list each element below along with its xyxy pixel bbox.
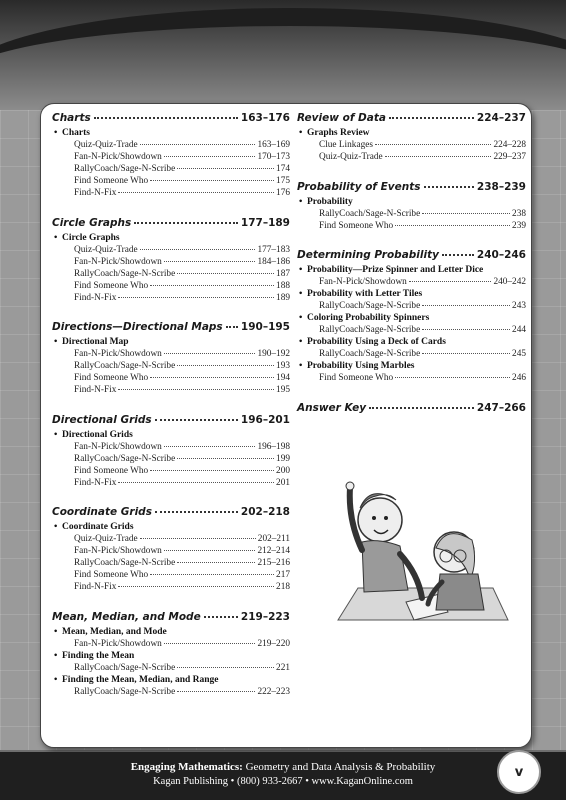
- activity-label: RallyCoach/Sage-N-Scribe: [74, 686, 176, 697]
- dot-leader: [118, 586, 274, 587]
- activity-label: RallyCoach/Sage-N-Scribe: [74, 662, 176, 673]
- dot-leader: [118, 482, 274, 483]
- activity-entry[interactable]: [52, 151, 290, 163]
- activity-pages: 200: [276, 465, 290, 476]
- activity-entry[interactable]: [52, 533, 290, 545]
- section-title: Directional Grids: [52, 413, 152, 426]
- activity-label: RallyCoach/Sage-N-Scribe: [74, 268, 176, 279]
- dot-leader: [409, 281, 492, 282]
- activity-pages: 196–198: [257, 441, 290, 452]
- activity-label: Find-N-Fix: [74, 188, 117, 198]
- activity-pages: 218: [276, 582, 290, 592]
- activity-pages: 215–216: [257, 558, 290, 568]
- dot-leader: [422, 305, 510, 306]
- activity-label: Find-N-Fix: [74, 385, 117, 395]
- activity-label: Fan-N-Pick/Showdown: [74, 256, 162, 267]
- section-pages: 224–237: [476, 112, 526, 124]
- footer-book-subtitle: Geometry and Data Analysis & Probability: [242, 761, 436, 773]
- activity-entry[interactable]: [297, 208, 526, 220]
- contents-section: [297, 112, 526, 163]
- dot-leader: [395, 225, 510, 226]
- section-heading[interactable]: [52, 321, 290, 336]
- activity-label: Fan-N-Pick/Showdown: [74, 349, 162, 359]
- activity-pages: 222–223: [257, 686, 290, 697]
- activity-label: Find-N-Fix: [74, 292, 117, 303]
- dot-leader: [164, 261, 256, 262]
- dot-leader: [140, 144, 256, 145]
- dot-leader: [422, 353, 510, 354]
- section-heading[interactable]: [297, 112, 526, 127]
- section-title: Mean, Median, and Mode: [52, 610, 201, 623]
- activity-label: Quiz-Quiz-Trade: [74, 244, 138, 255]
- activity-label: Fan-N-Pick/Showdown: [74, 441, 162, 452]
- activity-label: RallyCoach/Sage-N-Scribe: [74, 453, 176, 464]
- dot-leader: [177, 691, 255, 692]
- activity-pages: 243: [512, 301, 526, 311]
- activity-entry[interactable]: [52, 187, 290, 199]
- activity-entry[interactable]: [52, 686, 290, 698]
- dot-leader: [422, 213, 510, 214]
- activity-label: Quiz-Quiz-Trade: [319, 152, 383, 162]
- subtopic-heading: • Charts: [52, 127, 290, 139]
- dot-leader: [204, 616, 238, 618]
- activity-label: Fan-N-Pick/Showdown: [74, 638, 162, 649]
- contents-section: [297, 181, 526, 232]
- footer-book-name: Engaging Mathematics:: [130, 761, 243, 773]
- activity-label: RallyCoach/Sage-N-Scribe: [74, 361, 176, 371]
- activity-label: Find Someone Who: [74, 280, 149, 291]
- dot-leader: [150, 377, 274, 378]
- activity-pages: 189: [276, 292, 290, 303]
- dot-leader: [155, 511, 238, 513]
- subtopic-heading: • Mean, Median, and Mode: [52, 626, 290, 638]
- subtopic-heading: • Finding the Mean: [52, 650, 290, 662]
- section-pages: 163–176: [240, 112, 290, 124]
- activity-entry[interactable]: [52, 465, 290, 477]
- activity-pages: 239: [512, 220, 526, 231]
- activity-label: Find Someone Who: [74, 176, 149, 186]
- activity-entry[interactable]: [52, 545, 290, 557]
- activity-pages: 219–220: [257, 638, 290, 649]
- dot-leader: [389, 117, 474, 119]
- activity-pages: 193: [276, 361, 290, 371]
- section-heading[interactable]: [297, 249, 526, 264]
- subtopic-heading: • Coordinate Grids: [52, 521, 290, 533]
- section-heading[interactable]: [52, 112, 290, 127]
- activity-label: RallyCoach/Sage-N-Scribe: [74, 164, 176, 174]
- dot-leader: [140, 538, 256, 539]
- subtopic-heading: • Probability Using a Deck of Cards: [297, 336, 526, 348]
- dot-leader: [177, 168, 274, 169]
- section-heading[interactable]: [52, 217, 290, 232]
- dot-leader: [424, 186, 474, 188]
- activity-label: RallyCoach/Sage-N-Scribe: [319, 301, 421, 311]
- footer-book-title: [0, 761, 566, 773]
- section-title: Coordinate Grids: [52, 506, 152, 518]
- dot-leader: [118, 192, 274, 193]
- activity-label: Find Someone Who: [319, 220, 394, 231]
- activity-pages: 190–192: [257, 349, 290, 359]
- activity-label: RallyCoach/Sage-N-Scribe: [74, 558, 176, 568]
- contents-section: [52, 611, 290, 698]
- activity-entry[interactable]: [297, 151, 526, 163]
- activity-entry[interactable]: [52, 384, 290, 396]
- dot-leader: [177, 667, 274, 668]
- activity-pages: 176: [276, 188, 290, 198]
- activity-pages: 188: [276, 280, 290, 291]
- activity-label: RallyCoach/Sage-N-Scribe: [319, 325, 421, 335]
- section-heading[interactable]: [52, 611, 290, 626]
- subtopic-heading: • Probability Using Marbles: [297, 360, 526, 372]
- dot-leader: [385, 156, 492, 157]
- activity-label: Quiz-Quiz-Trade: [74, 534, 138, 544]
- activity-entry[interactable]: [297, 220, 526, 232]
- activity-label: Find Someone Who: [74, 373, 149, 383]
- activity-pages: 187: [276, 268, 290, 279]
- dot-leader: [422, 329, 510, 330]
- activity-label: Find Someone Who: [319, 373, 394, 383]
- dot-leader: [226, 326, 238, 328]
- dot-leader: [375, 144, 491, 145]
- activity-entry[interactable]: [52, 280, 290, 292]
- dot-leader: [155, 419, 238, 421]
- activity-entry[interactable]: [52, 372, 290, 384]
- activity-entry[interactable]: [52, 360, 290, 372]
- contents-section: [297, 402, 526, 417]
- activity-entry[interactable]: [52, 163, 290, 175]
- section-pages: 247–266: [476, 401, 526, 414]
- activity-label: Clue Linkages: [319, 140, 373, 150]
- activity-entry[interactable]: [52, 477, 290, 489]
- dot-leader: [94, 117, 238, 119]
- dot-leader: [150, 574, 274, 575]
- contents-section: [52, 217, 290, 304]
- contents-section: [52, 321, 290, 396]
- subtopic-heading: • Circle Graphs: [52, 232, 290, 244]
- activity-pages: 202–211: [257, 534, 290, 544]
- activity-pages: 201: [276, 477, 290, 488]
- section-heading[interactable]: [297, 181, 526, 196]
- dot-leader: [164, 550, 256, 551]
- subtopic-heading: • Coloring Probability Spinners: [297, 312, 526, 324]
- subtopic-heading: • Probability: [297, 196, 526, 208]
- activity-entry[interactable]: [52, 569, 290, 581]
- activity-pages: 195: [276, 385, 290, 395]
- activity-entry[interactable]: [297, 300, 526, 312]
- contents-section: [52, 414, 290, 489]
- dot-leader: [150, 470, 274, 471]
- activity-entry[interactable]: [52, 139, 290, 151]
- activity-label: RallyCoach/Sage-N-Scribe: [319, 349, 421, 359]
- section-heading[interactable]: [297, 402, 526, 417]
- activity-pages: 244: [512, 325, 526, 335]
- activity-pages: 174: [276, 164, 290, 174]
- activity-entry[interactable]: [52, 441, 290, 453]
- activity-pages: 221: [276, 662, 290, 673]
- activity-pages: 170–173: [257, 152, 290, 162]
- activity-pages: 199: [276, 453, 290, 464]
- activity-entry[interactable]: [297, 372, 526, 384]
- contents-section: [52, 112, 290, 199]
- activity-label: Quiz-Quiz-Trade: [74, 140, 138, 150]
- page-footer: [0, 752, 566, 800]
- activity-pages: 224–228: [493, 140, 526, 150]
- activity-entry[interactable]: [52, 662, 290, 674]
- activity-entry[interactable]: [52, 348, 290, 360]
- section-pages: 177–189: [240, 216, 290, 229]
- students-illustration: [318, 470, 518, 630]
- section-title: Charts: [52, 112, 91, 124]
- footer-publisher: Kagan Publishing • (800) 933-2667 • www.KaganOnline.com: [153, 776, 413, 787]
- activity-entry[interactable]: [52, 268, 290, 280]
- dot-leader: [164, 353, 256, 354]
- section-pages: 190–195: [240, 321, 290, 333]
- activity-entry[interactable]: [297, 139, 526, 151]
- subtopic-heading: • Probability with Letter Tiles: [297, 288, 526, 300]
- dot-leader: [442, 254, 474, 256]
- activity-entry[interactable]: [52, 244, 290, 256]
- section-title: Determining Probability: [297, 249, 439, 261]
- activity-pages: 229–237: [493, 152, 526, 162]
- dot-leader: [369, 407, 474, 409]
- section-pages: 196–201: [240, 413, 290, 426]
- section-pages: 219–223: [240, 610, 290, 623]
- activity-entry[interactable]: [52, 581, 290, 593]
- dot-leader: [140, 249, 256, 250]
- contents-section: [52, 506, 290, 593]
- activity-label: RallyCoach/Sage-N-Scribe: [319, 208, 421, 219]
- subtopic-heading: • Finding the Mean, Median, and Range: [52, 674, 290, 686]
- section-title: Answer Key: [297, 401, 367, 414]
- dot-leader: [177, 458, 274, 459]
- activity-pages: 175: [276, 176, 290, 186]
- section-title: Probability of Events: [297, 180, 421, 193]
- section-heading[interactable]: [52, 414, 290, 429]
- activity-entry[interactable]: [297, 276, 526, 288]
- activity-pages: 212–214: [257, 546, 290, 556]
- dot-leader: [134, 222, 238, 224]
- dot-leader: [177, 562, 255, 563]
- activity-label: Fan-N-Pick/Showdown: [319, 277, 407, 287]
- section-pages: 238–239: [476, 180, 526, 193]
- activity-label: Find-N-Fix: [74, 477, 117, 488]
- section-title: Circle Graphs: [52, 216, 132, 229]
- activity-entry[interactable]: [52, 256, 290, 268]
- activity-pages: 217: [276, 570, 290, 580]
- activity-pages: 246: [512, 373, 526, 383]
- dot-leader: [395, 377, 510, 378]
- dot-leader: [150, 285, 274, 286]
- section-pages: 202–218: [240, 506, 290, 518]
- section-title: Review of Data: [297, 112, 386, 124]
- dot-leader: [177, 273, 274, 274]
- activity-label: Find-N-Fix: [74, 582, 117, 592]
- dot-leader: [150, 180, 274, 181]
- activity-pages: 177–183: [257, 244, 290, 255]
- activity-entry[interactable]: [52, 292, 290, 304]
- activity-pages: 240–242: [493, 277, 526, 287]
- dot-leader: [164, 446, 256, 447]
- dot-leader: [177, 365, 274, 366]
- activity-pages: 163–169: [257, 140, 290, 150]
- activity-pages: 194: [276, 373, 290, 383]
- section-pages: 240–246: [476, 249, 526, 261]
- section-heading[interactable]: [52, 506, 290, 521]
- activity-label: Fan-N-Pick/Showdown: [74, 546, 162, 556]
- activity-label: Find Someone Who: [74, 570, 149, 580]
- activity-pages: 245: [512, 349, 526, 359]
- subtopic-heading: • Graphs Review: [297, 127, 526, 139]
- subtopic-heading: • Probability—Prize Spinner and Letter Dice: [297, 264, 526, 276]
- activity-entry[interactable]: [52, 175, 290, 187]
- activity-entry[interactable]: [297, 348, 526, 360]
- activity-label: Find Someone Who: [74, 465, 149, 476]
- section-title: Directions—Directional Maps: [52, 321, 223, 333]
- dot-leader: [164, 156, 256, 157]
- subtopic-heading: • Directional Map: [52, 336, 290, 348]
- dot-leader: [118, 297, 274, 298]
- activity-pages: 238: [512, 208, 526, 219]
- contents-section: [297, 249, 526, 384]
- dot-leader: [118, 389, 274, 390]
- activity-entry[interactable]: [52, 453, 290, 465]
- activity-entry[interactable]: [297, 324, 526, 336]
- activity-pages: 184–186: [257, 256, 290, 267]
- subtopic-heading: • Directional Grids: [52, 429, 290, 441]
- page-number: v: [497, 750, 541, 794]
- activity-entry[interactable]: [52, 638, 290, 650]
- activity-label: Fan-N-Pick/Showdown: [74, 152, 162, 162]
- activity-entry[interactable]: [52, 557, 290, 569]
- dot-leader: [164, 643, 256, 644]
